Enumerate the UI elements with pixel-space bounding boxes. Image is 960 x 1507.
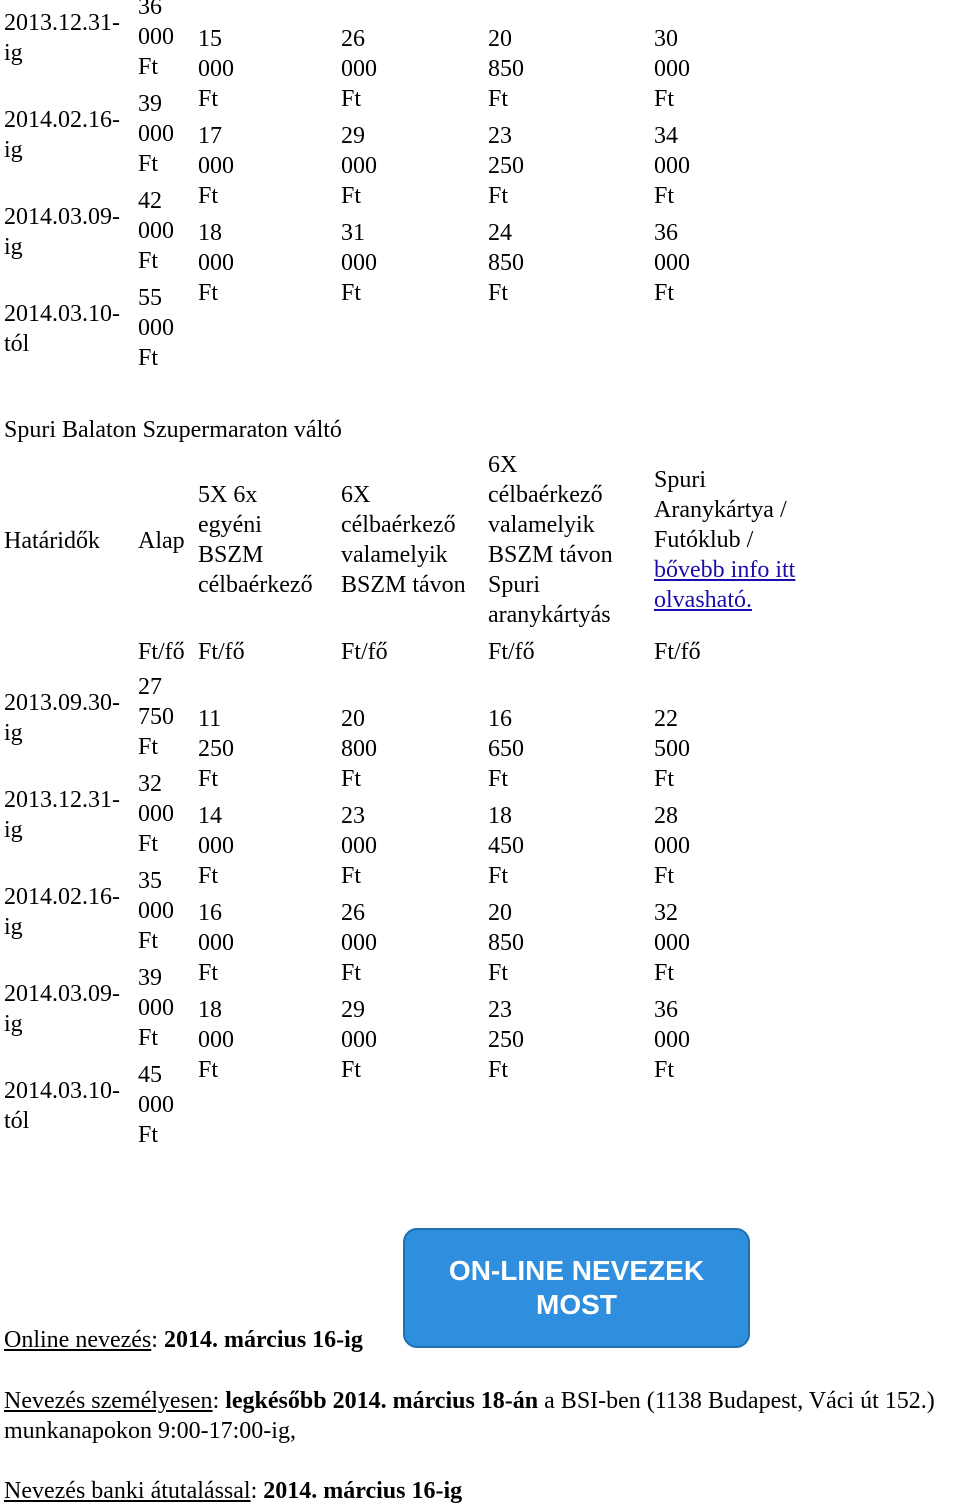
base-price-cell: 36 000 Ft — [138, 0, 174, 80]
unit-label: Ft/fő — [198, 639, 245, 665]
price-cell: 22 500 Ft — [654, 706, 690, 792]
header-col-3: 6X célbaérkező valamelyik BSZM távon Spuri aranykártyás — [488, 452, 613, 628]
personal-registration-label: Nevezés személyesen — [4, 1388, 213, 1414]
base-price-cell: 42 000 Ft — [138, 188, 174, 274]
deadline-cell: 2014.03.10-tól — [4, 1078, 120, 1134]
header-base: Alap — [138, 528, 185, 554]
price-cell: 18 000 Ft — [198, 220, 234, 306]
price-cell: 20 800 Ft — [341, 706, 377, 792]
price-cell: 18 450 Ft — [488, 803, 524, 889]
personal-registration-info: Nevezés személyesen: legkésőbb 2014. március 18-án a BSI-ben (1138 Budapest, Váci út 152.) munkanapokon 9:00-17:00-ig, — [4, 1388, 935, 1444]
price-cell: 23 000 Ft — [341, 803, 377, 889]
price-cell: 20 850 Ft — [488, 26, 524, 112]
deadline-cell: 2013.09.30-ig — [4, 690, 120, 746]
base-price-cell: 35 000 Ft — [138, 868, 174, 954]
bank-deadline: 2014. március 16-ig — [263, 1478, 463, 1504]
header-col-2: 6X célbaérkező valamelyik BSZM távon — [341, 482, 466, 598]
header-col-4: Spuri Aranykártya / Futóklub / bővebb info itt olvasható. — [654, 467, 796, 613]
deadline-cell: 2014.03.09-ig — [4, 981, 120, 1037]
price-cell: 24 850 Ft — [488, 220, 524, 306]
price-cell: 32 000 Ft — [654, 900, 690, 986]
price-cell: 15 000 Ft — [198, 26, 234, 112]
base-price-cell: 32 000 Ft — [138, 771, 174, 857]
deadline-cell: 2014.03.10-tól — [4, 301, 120, 357]
unit-label: Ft/fő — [341, 639, 388, 665]
header-deadlines: Határidők — [4, 528, 100, 554]
price-cell: 34 000 Ft — [654, 123, 690, 209]
price-cell: 20 850 Ft — [488, 900, 524, 986]
deadline-cell: 2014.02.16-ig — [4, 107, 120, 163]
unit-label: Ft/fő — [488, 639, 535, 665]
base-price-cell: 55 000 Ft — [138, 285, 174, 371]
personal-deadline: legkésőbb 2014. március 18-án — [225, 1388, 539, 1414]
deadline-cell: 2014.02.16-ig — [4, 884, 120, 940]
base-price-cell: 45 000 Ft — [138, 1062, 174, 1148]
price-cell: 16 000 Ft — [198, 900, 234, 986]
price-cell: 26 000 Ft — [341, 900, 377, 986]
price-cell: 36 000 Ft — [654, 220, 690, 306]
price-cell: 29 000 Ft — [341, 123, 377, 209]
price-cell: 30 000 Ft — [654, 26, 690, 112]
unit-label: Ft/fő — [138, 639, 185, 665]
more-info-link-cont[interactable]: olvasható. — [654, 587, 752, 613]
personal-details: a BSI-ben (1138 Budapest, Váci út 152.) munkanapokon 9:00-17:00-ig, — [4, 1388, 935, 1444]
banner-line-2: MOST — [536, 1289, 617, 1320]
online-registration-label: Online nevezés — [4, 1327, 152, 1353]
section-title: Spuri Balaton Szupermaraton váltó — [4, 417, 342, 443]
online-deadline: 2014. március 16-ig — [163, 1327, 363, 1353]
price-cell: 11 250 Ft — [198, 706, 234, 792]
price-cell: 23 250 Ft — [488, 123, 524, 209]
price-cell: 14 000 Ft — [198, 803, 234, 889]
price-cell: 28 000 Ft — [654, 803, 690, 889]
price-cell: 17 000 Ft — [198, 123, 234, 209]
base-price-cell: 39 000 Ft — [138, 91, 174, 177]
header-col-1: 5X 6x egyéni BSZM célbaérkező — [198, 482, 313, 598]
price-cell: 31 000 Ft — [341, 220, 377, 306]
base-price-cell: 27 750 Ft — [138, 674, 174, 760]
price-cell: 29 000 Ft — [341, 997, 377, 1083]
banner-line-1: ON-LINE NEVEZEK — [448, 1255, 705, 1286]
price-cell: 36 000 Ft — [654, 997, 690, 1083]
deadline-cell: 2014.03.09-ig — [4, 204, 120, 260]
price-cell: 23 250 Ft — [488, 997, 524, 1083]
online-registration-info: Online nevezés: 2014. március 16-ig — [4, 1327, 363, 1353]
bank-transfer-info: Nevezés banki átutalással: 2014. március 16-ig — [4, 1478, 463, 1504]
base-price-cell: 39 000 Ft — [138, 965, 174, 1051]
more-info-link[interactable]: bővebb info itt — [654, 557, 796, 583]
price-cell: 18 000 Ft — [198, 997, 234, 1083]
unit-label: Ft/fő — [654, 639, 701, 665]
price-cell: 16 650 Ft — [488, 706, 524, 792]
bank-transfer-label: Nevezés banki átutalással — [4, 1478, 251, 1504]
price-cell: 26 000 Ft — [341, 26, 377, 112]
deadline-cell: 2013.12.31-ig — [4, 10, 120, 66]
deadline-cell: 2013.12.31-ig — [4, 787, 120, 843]
